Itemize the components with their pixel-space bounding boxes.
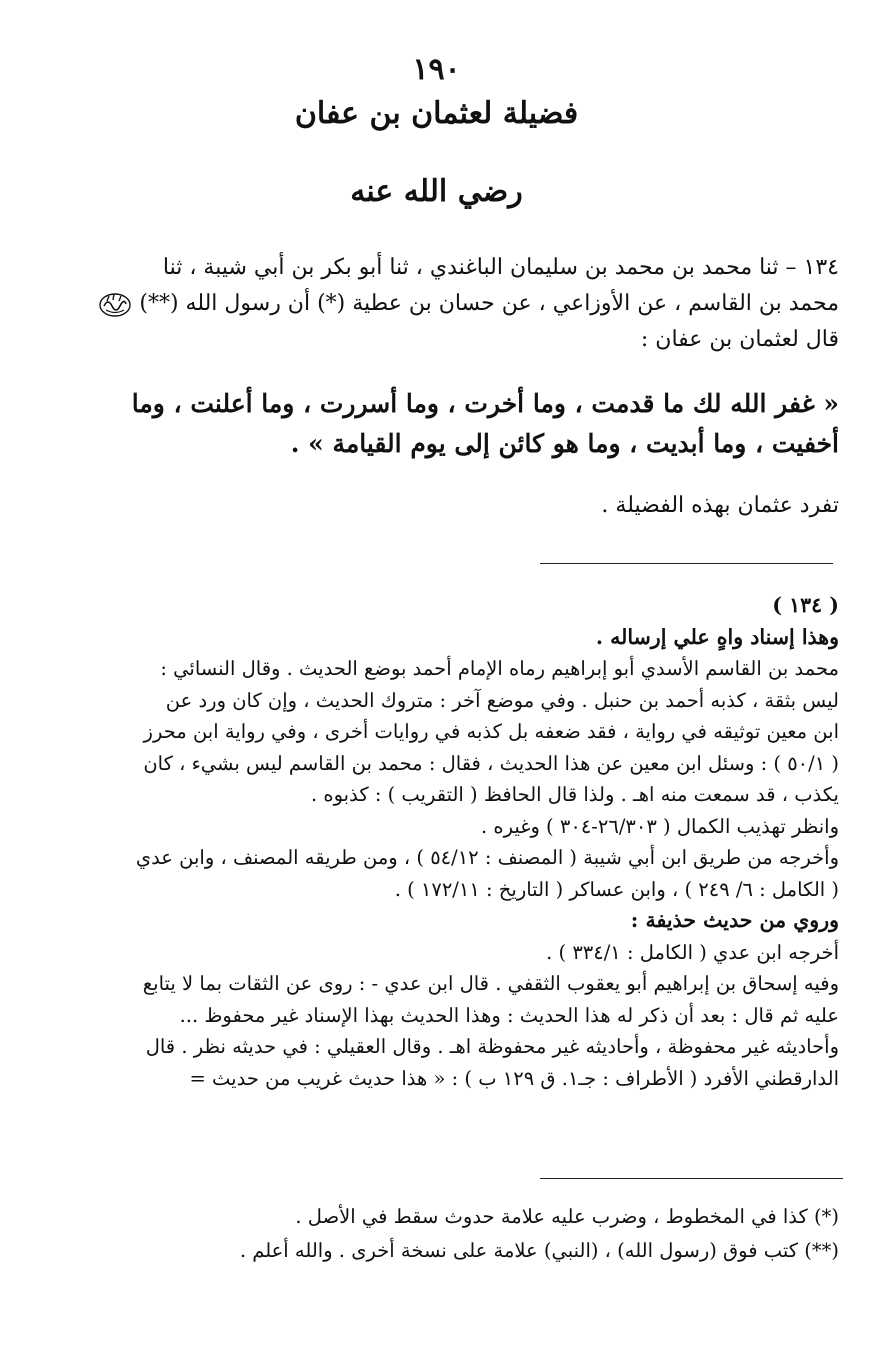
commentary-line: وهذا إسناد واهٍ علي إرساله . [595, 624, 839, 649]
footnote-divider [540, 1178, 843, 1179]
commentary-line: ( ٥٠/١ ) : وسئل ابن معين عن هذا الحديث ، فقال : محمد بن القاسم ليس بشيء ، كان [143, 751, 839, 775]
commentary-ref: ( ١٣٤ ) [772, 593, 839, 617]
commentary-line: ( الكامل : ٦/ ٢٤٩ ) ، وابن عساكر ( التاريخ : ١٧٢/١١ ) . [394, 877, 839, 901]
hadith-line: قال لعثمان بن عفان : [640, 327, 839, 352]
hadith-line-text: محمد بن القاسم ، عن الأوزاعي ، عن حسان بن عطية (*) أن رسول الله (**) [139, 291, 839, 316]
quote-line: أخفيت ، وما أبديت ، وما هو كائن إلى يوم القيامة » . [290, 429, 839, 458]
commentary-line: وفيه إسحاق بن إبراهيم أبو يعقوب الثقفي . قال ابن عدي - : روى عن الثقات بما لا يتابع [142, 972, 839, 995]
hadith-text [31, 250, 839, 358]
commentary [31, 590, 839, 1094]
chapter-subtitle: رضي الله عنه [350, 174, 523, 209]
footnote: (**) كتب فوق (رسول الله) ، (النبي) علامة على نسخة أخرى . والله أعلم . [239, 1239, 839, 1262]
commentary-line: ليس بثقة ، كذبه أحمد بن حنبل . وفي موضع آخر : متروك الحديث ، وإن كان ورد عن [165, 688, 839, 712]
commentary-line: وروي من حديث حذيفة : [630, 908, 839, 932]
hadith-line [31, 286, 839, 322]
commentary-line: وأخرجه من طريق ابن أبي شيبة ( المصنف : ٥٤/١٢ ) ، ومن طريقه المصنف ، وابن عدي [135, 846, 839, 869]
footnote: (*) كذا في المخطوط ، وضرب عليه علامة حدوث سقط في الأصل . [295, 1205, 839, 1228]
footnotes [31, 1200, 839, 1268]
quote-line: « غفر الله لك ما قدمت ، وما أخرت ، وما أسررت ، وما أعلنت ، وما [131, 389, 839, 418]
chapter-title: فضيلة لعثمان بن عفان [294, 96, 579, 131]
commentary-line: محمد بن القاسم الأسدي أبو إبراهيم رماه الإمام أحمد بوضع الحديث . وقال النسائي : [160, 657, 839, 680]
salutation-calligraphy-icon [98, 290, 132, 318]
commentary-line: يكذب ، قد سمعت منه اهـ . ولذا قال الحافظ ( التقريب ) : كذبوه . [310, 783, 839, 806]
hadith-line: ١٣٤ – ثنا محمد بن محمد بن سليمان الباغندي ، ثنا أبو بكر بن أبي شيبة ، ثنا [162, 255, 839, 280]
hadith-quote [31, 384, 839, 464]
commentary-line: ابن معين توثيقه في رواية ، فقد ضعفه بل كذبه في روايات أخرى ، وفي رواية ابن محرز [143, 720, 839, 743]
commentary-line: الدارقطني الأفرد ( الأطراف : جـ١. ق ١٢٩ ب ) : « هذا حديث غريب من حديث = [189, 1066, 839, 1090]
hadith-note [31, 488, 839, 524]
commentary-line: وانظر تهذيب الكمال ( ٢٦/٣٠٣-٣٠٤ ) وغيره . [480, 814, 839, 838]
commentary-line: عليه ثم قال : بعد أن ذكر له هذا الحديث : وهذا الحديث بهذا الإسناد غير محفوظ ... [179, 1003, 839, 1027]
note-line: تفرد عثمان بهذه الفضيلة . [601, 493, 839, 518]
commentary-line: أخرجه ابن عدي ( الكامل : ٣٣٤/١ ) . [546, 940, 839, 964]
section-divider [540, 563, 833, 564]
page-number: ١٩٠ [412, 52, 461, 87]
commentary-line: وأحاديثه غير محفوظة ، وأحاديثه غير محفوظة اهـ . وقال العقيلي : في حديثه نظر . قال [145, 1035, 839, 1058]
